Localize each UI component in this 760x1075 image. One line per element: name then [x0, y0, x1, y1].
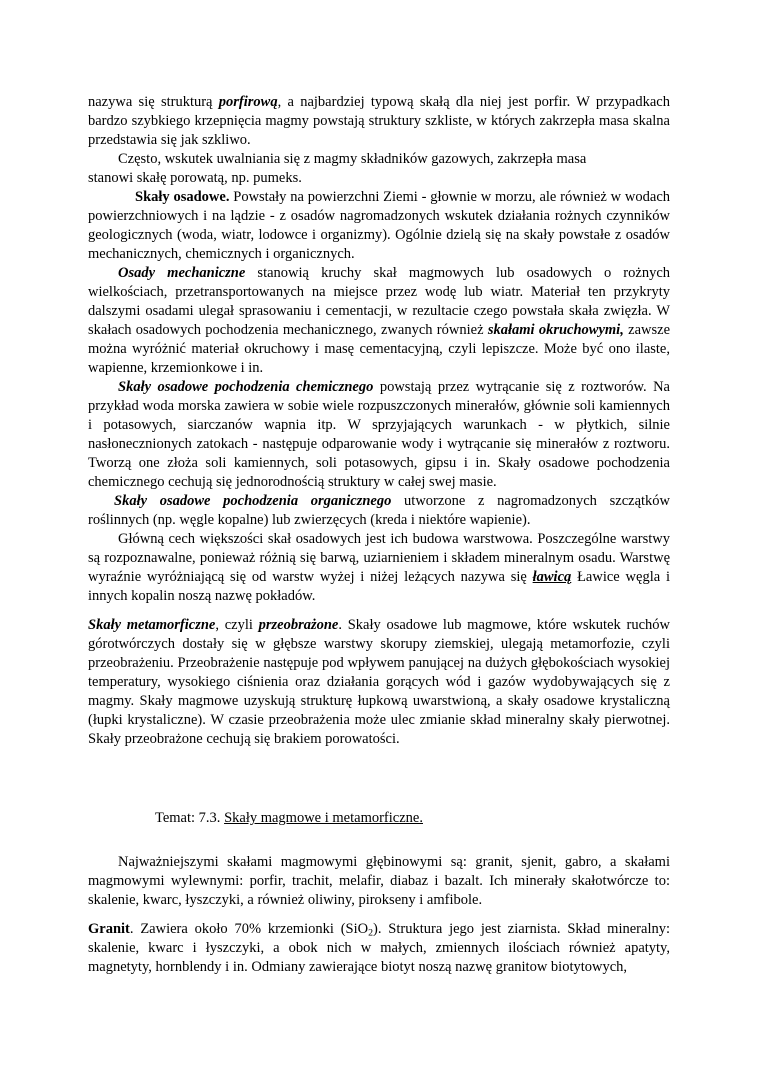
subscript-sio2: 2	[368, 927, 374, 939]
term-osady-mechaniczne: Osady mechaniczne	[118, 265, 246, 281]
text-run: , czyli	[215, 617, 259, 633]
term-skaly-okruchowe: skałami okruchowymi,	[487, 322, 624, 338]
text-run: Najważniejszymi skałami magmowymi głębinowymi są: granit, sjenit, gabro, a skałami magmowymi wylewnymi: porfir, trachit, melafir, diabaz i bazalt. Ich minerały skałotwórcze to: skalenie, kwarc, łyszczyki, a również oliwiny, pirokseny i amfibole.	[88, 854, 670, 908]
topic-heading-label: Temat: 7.3.	[155, 810, 225, 826]
text-run: utworzone z nagromadzonych szczątków roślinnych (np. węgle kopalne) lub zwierzęcych (kreda i niektóre wapienie).	[88, 493, 671, 528]
text-run: Ławice węgla i innych kopalin noszą nazwę pokładów.	[88, 569, 670, 604]
paragraph-warstwy	[88, 530, 670, 606]
paragraph-skaly-chemiczne	[88, 378, 670, 492]
text-run: zawsze można wyróżnić materiał okruchowy i masę cementacyjną, czyli lepiszcze. Może być ono ilaste, wapienne, krzemionkowe i in.	[88, 322, 670, 376]
term-porfirowa: porfirową	[218, 94, 278, 110]
text-run: Często, wskutek uwalniania się z magmy składników gazowych, zakrzepła masa	[118, 151, 587, 167]
paragraph-porfir	[88, 93, 670, 150]
text-run: stanowią kruchy skał magmowych lub osadowych o rożnych wielkościach, przetransportowanych na miejsce przez wodę lub wiatr. Materiał ten przykryty dalszymi osadami ulegał sprasowaniu i cementacji, w rezultacie czego powstała skała zwięzła. W skałach osadowych pochodzenia mechanicznego, zwanych również	[88, 265, 671, 338]
text-run: stanowi skałę porowatą, np. pumeks.	[88, 170, 302, 186]
text-run: , a najbardziej typową skałą dla niej jest porfir. W przypadkach bardzo szybkiego krzepnięcia magmy powstają struktury szkliste, w których zakrzepła masa skalna przedstawia się jak szkliwo.	[88, 94, 670, 148]
topic-heading-title: Skały magmowe i metamorficzne.	[224, 810, 423, 826]
text-run: powstają przez wytrącanie się z roztworów. Na przykład woda morska zawiera w sobie wiele rozpuszczonych minerałów, głównie soli kamiennych i potasowych, siarczanów wapnia itp. W sprzyjających warunkach - w płytkich, silnie nasłonecznionych zatokach - następuje odparowanie wody i wytrącanie się minerałów z roztworu. Tworzą one złoża soli kamiennych, soli potasowych, gipsu i in. Skały osadowe pochodzenia chemicznego cechują się jednorodnością struktury w całej swej masie.	[88, 379, 670, 490]
paragraph-osady-mechaniczne	[88, 264, 670, 378]
text-run: ). Struktura jego jest ziarnista. Skład mineralny: skalenie, kwarc i łyszczyki, a obok nich w małych, zmiennych ilościach również apatyty, magnetyty, hornblendy i in. Odmiany zawierające biotyt noszą nazwę granitow biotytowych,	[88, 921, 670, 975]
paragraph-czesto	[88, 150, 670, 188]
term-skaly-chemiczne: Skały osadowe pochodzenia chemicznego	[118, 379, 374, 395]
paragraph-skaly-osadowe	[88, 188, 670, 264]
term-lawica: ławicą	[532, 569, 572, 585]
text-run: . Zawiera około 70% krzemionki (SiO	[129, 921, 369, 937]
term-przeobrazone: przeobrażone	[258, 617, 339, 633]
paragraph-skaly-organiczne	[88, 492, 670, 530]
term-skaly-metamorficzne: Skały metamorficzne	[88, 617, 216, 633]
topic-heading	[88, 809, 670, 828]
term-skaly-organiczne: Skały osadowe pochodzenia organicznego	[114, 493, 392, 509]
text-run: . Skały osadowe lub magmowe, które wskutek ruchów górotwórczych dostały się w głębsze warstwy skorupy ziemskiej, ulegają metamorfozie, czyli przeobrażeniu. Przeobrażenie następuje pod wpływem panującej na dużych głębokościach wysokiej temperatury, wysokiego ciśnienia oraz działania gorących wód i gazów wydobywających się z magmy. Skały magmowe uzyskują strukturę łupkową uwarstwioną, a skały osadowe krystaliczną (łupki krystaliczne). W czasie przeobrażenia może ulec zmianie skład mineralny skały pierwotnej. Skały przeobrażone cechują się brakiem porowatości.	[88, 617, 670, 747]
text-run: Powstały na powierzchni Ziemi - głownie w morzu, ale również w wodach powierzchniowych i na lądzie - z osadów nagromadzonych wskutek działania rożnych czynników geologicznych (woda, wiatr, lodowce i organizmy). Ogólnie dzielą się na skały powstałe z osadów mechanicznych, chemicznych i organicznych.	[88, 189, 670, 262]
text-run: nazywa się strukturą	[88, 94, 219, 110]
term-skaly-osadowe: Skały osadowe.	[135, 189, 230, 205]
text-run: Główną cech większości skał osadowych jest ich budowa warstwowa. Poszczególne warstwy są rozpoznawalne, ponieważ różnią się barwą, uziarnieniem i składem mineralnym osadu. Warstwę wyraźnie wyróżniającą się od warstw wyżej i niżej leżących nazywa się	[88, 531, 670, 585]
paragraph-granit	[88, 920, 670, 977]
paragraph-skaly-metamorficzne	[88, 616, 670, 749]
paragraph-skaly-magmowe	[88, 853, 670, 910]
term-granit: Granit	[88, 921, 130, 937]
